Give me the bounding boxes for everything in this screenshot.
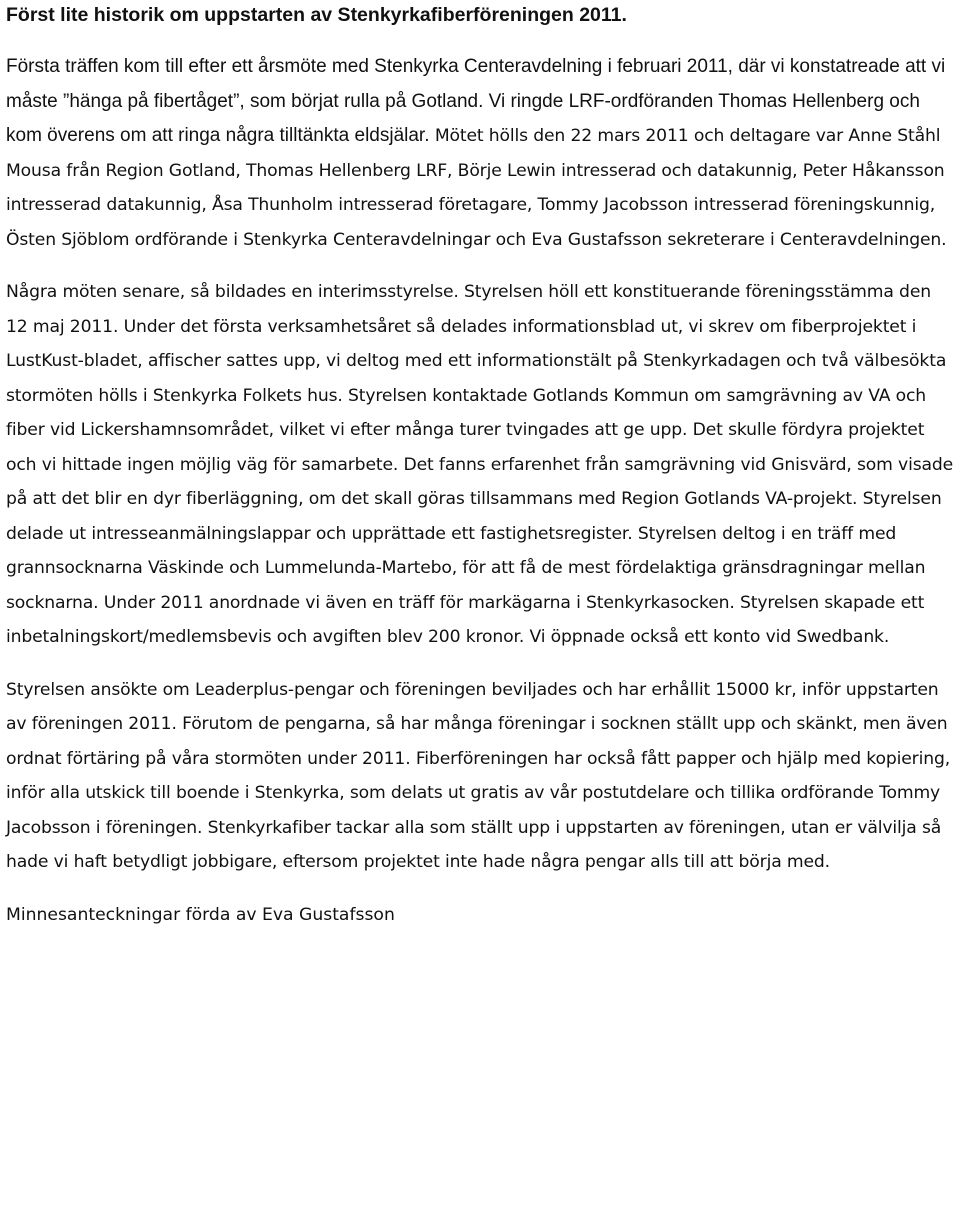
paragraph-gap (6, 257, 956, 275)
signature-line: Minnesanteckningar förda av Eva Gustafsson (6, 904, 395, 925)
paragraph-board-activities: Några möten senare, så bildades en interimsstyrelse. Styrelsen höll ett konstituerande föreningsstämma den 12 maj 2011. Under det första verksamhetsåret så delades informationsblad ut, vi skrev om fiberprojektet i LustKust-bladet, affischer sattes upp, vi deltog med ett informationstält på Stenkyrkadagen och två välbesökta stormöten hölls i Stenkyrka Folkets hus. Styrelsen kontaktade Gotlands Kommun om samgrävning av VA och fiber vid Lickershamnsområdet, vilket vi efter många turer tvingades att ge upp. Det skulle fördyra projektet och vi hittade ingen möjlig väg för samarbete. Det fanns erfarenhet från samgrävning vid Gnisvärd, som visade på att det blir en dyr fiberläggning, om det skall göras tillsammans med Region Gotlands VA-projekt. Styrelsen delade ut intresseanmälningslappar och upprättade ett fastighetsregister. Styrelsen deltog i en träff med grannsocknarna Väskinde och Lummelunda-Martebo, för att få de mest fördelaktiga gränsdragningar mellan socknarna. Under 2011 anordnade vi även en träff för markägarna i Stenkyrkasocken. Styrelsen skapade ett inbetalningskort/medlemsbevis och avgiften blev 200 kronor. Vi öppnade också ett konto vid Swedbank. (6, 282, 954, 647)
document-title: Först lite historik om uppstarten av Stenkyrkafiberföreningen 2011. (6, 4, 627, 26)
paragraph-history-intro-lead: Första träffen kom till efter ett årsmöte med Stenkyrka Centeravdelning i februari 2011, där vi konstatreade att vi måste ”hänga på fibertåget”, som börjat rulla på Gotland. Vi ringde LRF-ordföranden Thomas Hellenberg och kom överens om att ringa några tilltänkta eldsjälar. (6, 56, 946, 146)
document-page (6, 0, 956, 930)
paragraph-gap (6, 880, 956, 900)
paragraph-history-intro (6, 50, 956, 257)
paragraph-gap (6, 655, 956, 673)
paragraph-funding: Styrelsen ansökte om Leaderplus-pengar och föreningen beviljades och har erhållit 15000 kr, inför uppstarten av föreningen 2011. Förutom de pengarna, så har många föreningar i socknen ställt upp och skänkt, men även ordnat förtäring på våra stormöten under 2011. Fiberföreningen har också fått papper och hjälp med kopiering, inför alla utskick till boende i Stenkyrka, som delats ut gratis av vår postutdelare och tillika ordförande Tommy Jacobsson i föreningen. Stenkyrkafiber tackar alla som ställt upp i uppstarten av föreningen, utan er välvilja så hade vi haft betydligt jobbigare, eftersom projektet inte hade några pengar alls till att börja med. (6, 679, 951, 872)
paragraph-history-intro-meeting: Mötet hölls den 22 mars 2011 och deltagare var Anne Ståhl Mousa från Region Gotland, Thomas Hellenberg LRF, Börje Lewin intresserad och datakunnig, Peter Håkansson intresserad datakunnig, Åsa Thunholm intresserad företagare, Tommy Jacobsson intresserad föreningskunnig, Östen Sjöblom ordförande i Stenkyrka Centeravdelningar och Eva Gustafsson sekreterare i Centeravdelningen. (6, 126, 947, 250)
